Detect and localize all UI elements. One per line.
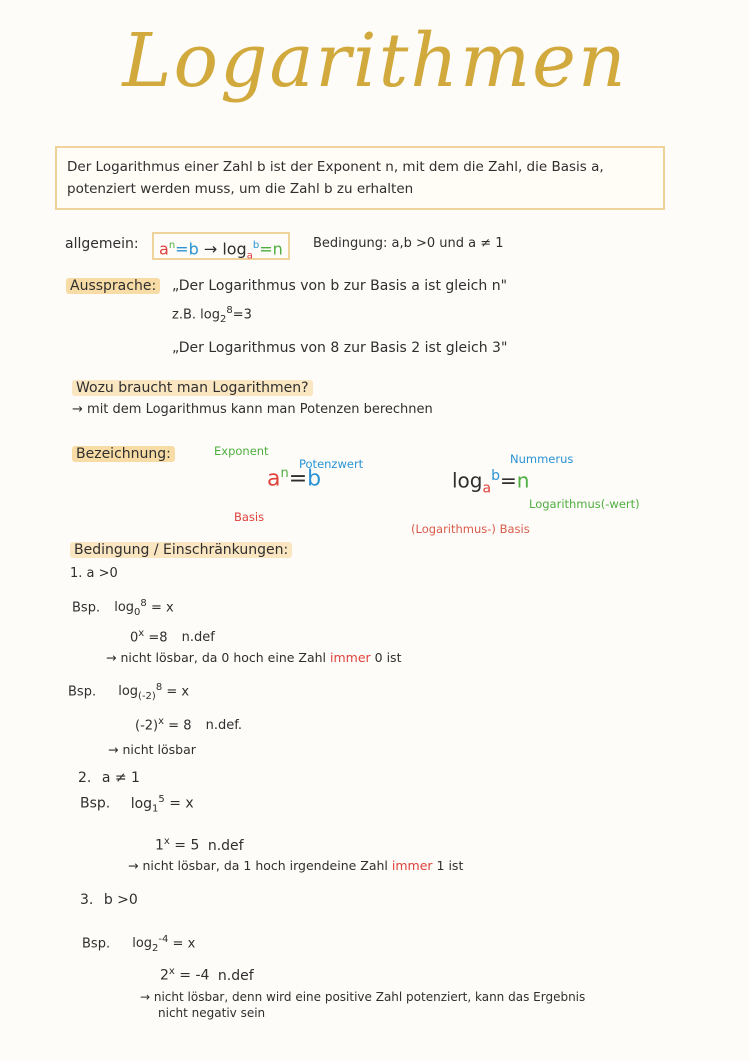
example-2-reason: → nicht lösbar, da 1 hoch irgendeine Zahl immer 1 ist bbox=[128, 858, 464, 873]
formula-base-a: a bbox=[159, 239, 169, 259]
example-1a-calc: 0$^x$ =8 n.def bbox=[130, 628, 215, 646]
example-1b-calc: $(-2)^x = 8$ n.def. bbox=[135, 716, 242, 734]
label-logarithmuswert: Logarithmus(-wert) bbox=[529, 497, 640, 511]
condition-2: 2. a ≠ 1 bbox=[78, 770, 140, 786]
allgemein-label: allgemein: bbox=[65, 236, 139, 252]
label-potenzwert: Potenzwert bbox=[299, 457, 364, 471]
condition-text: Bedingung: a,b >0 und a ≠ 1 bbox=[313, 236, 504, 251]
label-basis: Basis bbox=[234, 510, 265, 524]
condition-1: 1. a >0 bbox=[70, 566, 118, 581]
example-1a: Bsp. $\log_0^8 = x$ bbox=[72, 598, 174, 618]
aussprache-example-text: „Der Logarithmus von 8 zur Basis 2 ist gleich 3" bbox=[172, 340, 508, 356]
example-1b: Bsp. $\log_{(-2)}^8 = x$ bbox=[68, 682, 190, 702]
wozu-answer: → mit dem Logarithmus kann man Potenzen berechnen bbox=[72, 402, 433, 417]
arrow-icon: → bbox=[203, 239, 218, 259]
formula-log-eq: =n bbox=[259, 239, 283, 259]
formula-eq-b: =b bbox=[175, 239, 199, 259]
bezeichnung-label: Bezeichnung: bbox=[72, 446, 175, 462]
aussprache-text: „Der Logarithmus von b zur Basis a ist gleich n" bbox=[172, 278, 508, 294]
aussprache-label: Aussprache: bbox=[66, 278, 160, 294]
page-title: Logarithmen bbox=[122, 18, 628, 104]
aussprache-example: z.B. $\log_2^8=3$ bbox=[172, 305, 252, 325]
example-3-reason-line2: nicht negativ sein bbox=[158, 1006, 266, 1020]
label-log-basis: (Logarithmus-) Basis bbox=[411, 522, 530, 536]
power-formula: $a^n=b$ bbox=[267, 466, 322, 492]
general-formula-box bbox=[152, 232, 290, 260]
bedingungen-label: Bedingung / Einschränkungen: bbox=[70, 542, 292, 558]
example-3: Bsp. $\log_2^{-4} = x$ bbox=[82, 934, 196, 954]
label-nummerus: Nummerus bbox=[510, 452, 574, 466]
definition-box: Der Logarithmus einer Zahl b ist der Exponent n, mit dem die Zahl, die Basis a, potenziert werden muss, um die Zahl b zu erhalten bbox=[55, 146, 665, 210]
example-1a-reason: → nicht lösbar, da 0 hoch eine Zahl immer 0 ist bbox=[106, 650, 402, 665]
condition-3: 3. b >0 bbox=[80, 892, 138, 908]
wozu-question: Wozu braucht man Logarithmen? bbox=[72, 380, 313, 396]
label-exponent: Exponent bbox=[214, 444, 269, 458]
example-2: Bsp. $\log_1^5 = x$ bbox=[80, 794, 194, 815]
example-2-calc: 1$^x$ = 5 n.def bbox=[155, 836, 244, 854]
formula-exp-n: n bbox=[168, 240, 176, 251]
formula-log-arg: b bbox=[252, 240, 260, 251]
example-1b-reason: → nicht lösbar bbox=[108, 742, 196, 757]
formula-log: log bbox=[222, 239, 247, 259]
formula-log-base: a bbox=[246, 250, 253, 262]
log-formula: $\log_a^b=n$ bbox=[452, 468, 530, 497]
example-3-calc: 2$^x$ = -4 n.def bbox=[160, 966, 254, 984]
example-3-reason: → nicht lösbar, denn wird eine positive Zahl potenziert, kann das Ergebnis bbox=[140, 990, 586, 1004]
